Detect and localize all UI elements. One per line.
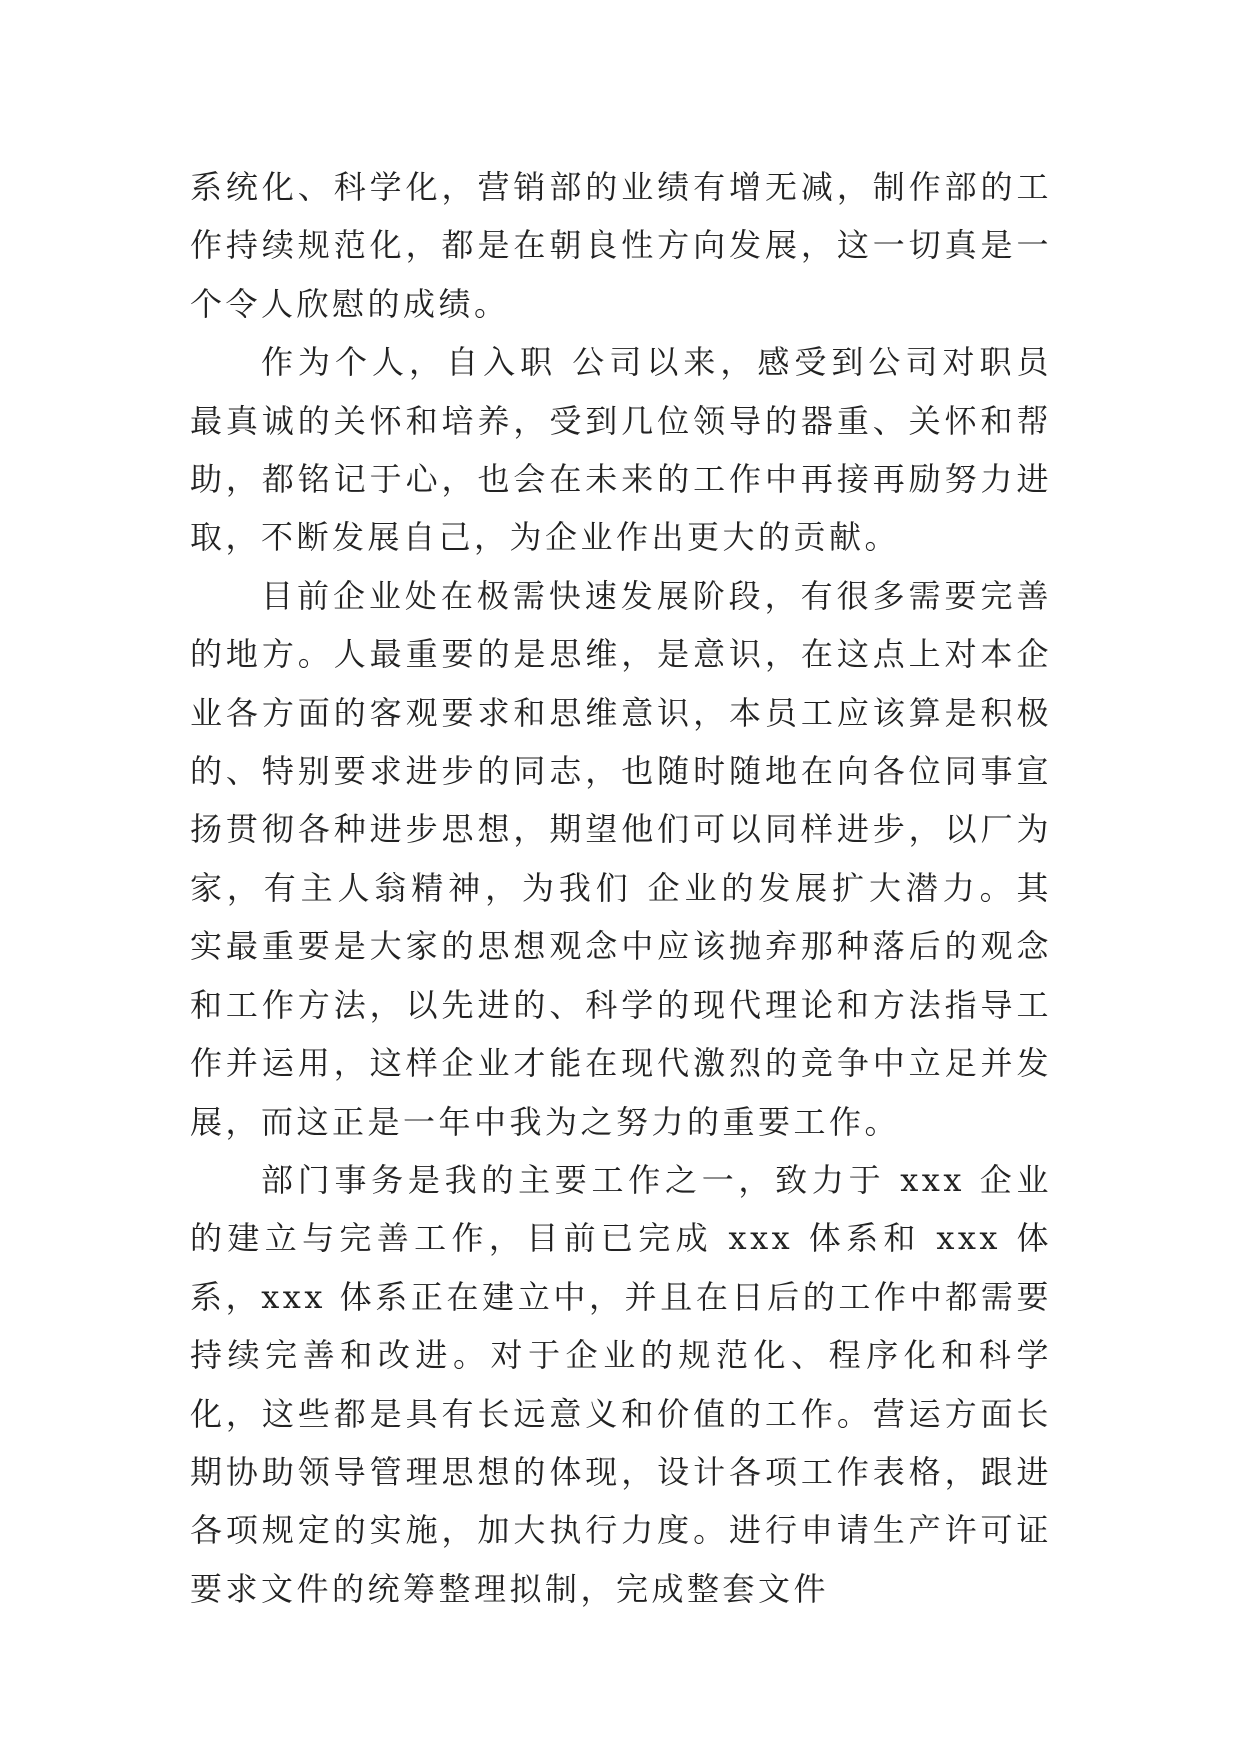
paragraph-enterprise-development: 目前企业处在极需快速发展阶段，有很多需要完善的地方。人最重要的是思维，是意识，在这点上对本企业各方面的客观要求和思维意识，本员工应该算是积极的、特别要求进步的同志，也随时随地在向各位同事宣扬贯彻各种进步思想，期望他们可以同样进步，以厂为家，有主人翁精神，为我们 企业的发展扩大潜力。其实最重要是大家的思想观念中应该抛弃那种落后的观念和工作方法，以先进的、科学的现代理论和方法指导工作并运用，这样企业才能在现代激烈的竞争中立足并发展，而这正是一年中我为之努力的重要工作。 [190,576,1052,1141]
paragraph-personal-reflection: 作为个人，自入职 公司以来，感受到公司对职员最真诚的关怀和培养，受到几位领导的器重、关怀和帮助，都铭记于心，也会在未来的工作中再接再励努力进取，不断发展自己，为企业作出更大的贡献。 [190,343,1052,557]
paragraph-continuation: 系统化、科学化，营销部的业绩有增无减，制作部的工作持续规范化，都是在朝良性方向发展，这一切真是一个令人欣慰的成绩。 [190,168,1052,323]
document-body [190,158,1052,1618]
paragraph-department-affairs: 部门事务是我的主要工作之一，致力于 xxx 企业的建立与完善工作，目前已完成 xxx 体系和 xxx 体系，xxx 体系正在建立中，并且在日后的工作中都需要持续完善和改进。对于企业的规范化、程序化和科学化，这些都是具有长远意义和价值的工作。营运方面长期协助领导管理思想的体现，设计各项工作表格，跟进各项规定的实施，加大执行力度。进行申请生产许可证要求文件的统筹整理拟制，完成整套文件 [190,1160,1052,1608]
